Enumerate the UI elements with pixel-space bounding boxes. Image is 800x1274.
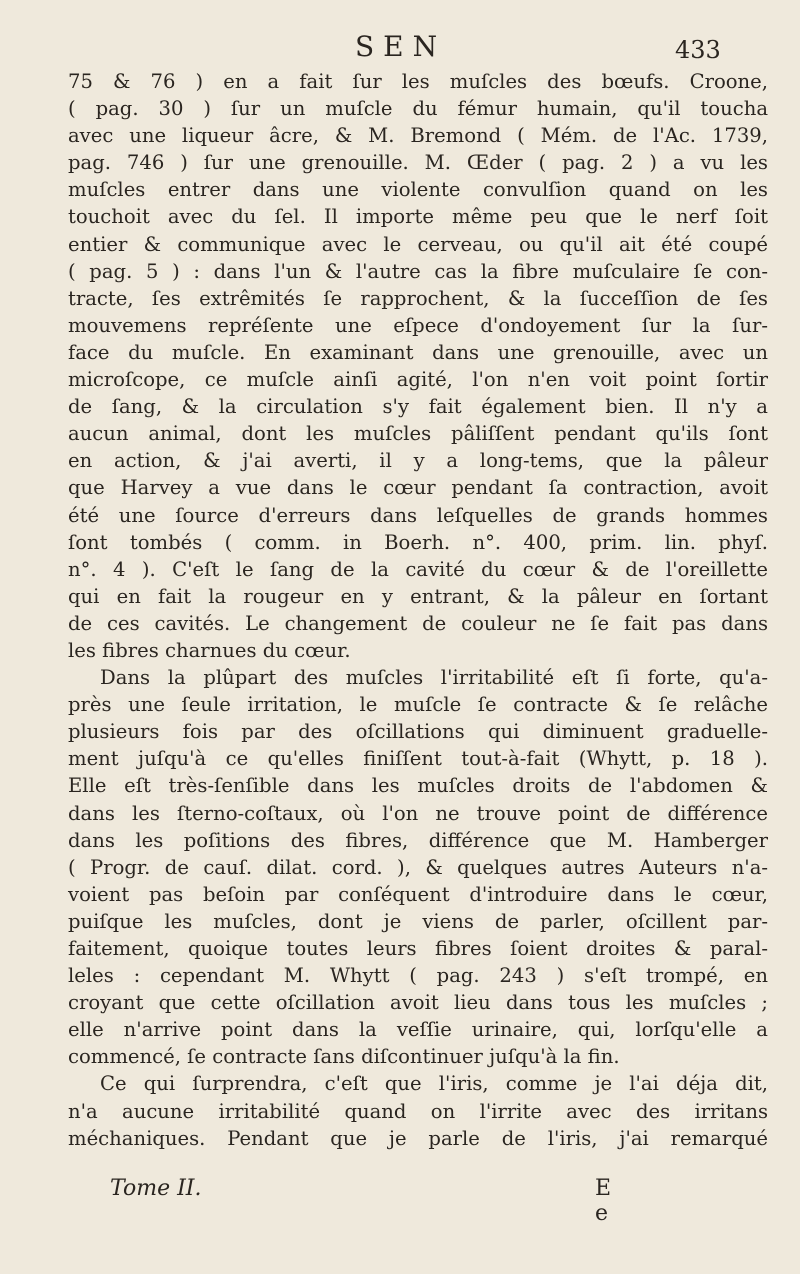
text-line: elle n'arrive point dans la veſſie urinaire, qui, lorſqu'elle a xyxy=(68,1018,768,1042)
text-line: microſcope, ce muſcle ainſi agité, l'on n'en voit point ſortir xyxy=(68,368,768,392)
text-line: commencé, ſe contracte ſans diſcontinuer juſqu'à la fin. xyxy=(68,1045,620,1069)
text-line: avec une liqueur âcre, & M. Bremond ( Mém. de l'Ac. 1739, xyxy=(68,124,768,148)
text-line: de ſang, & la circulation s'y fait également bien. Il n'y a xyxy=(68,395,768,419)
text-line: voient pas beſoin par conſéquent d'introduire dans le cœur, xyxy=(68,882,768,906)
text-line: muſcles entrer dans une violente convulſion quand on les xyxy=(68,178,768,202)
text-line: près une ſeule irritation, le muſcle ſe contracte & ſe relâche xyxy=(68,693,768,717)
text-line: Ce qui ſurprendra, c'eſt que l'iris, comme je l'ai déja dit, xyxy=(100,1072,768,1096)
text-line: faitement, quoique toutes leurs fibres ſoient droites & paral- xyxy=(68,937,768,960)
text-line: croyant que cette oſcillation avoit lieu dans tous les muſcles ; xyxy=(68,991,768,1015)
text-line: n'a aucune irritabilité quand on l'irrite avec des irritans xyxy=(68,1099,768,1123)
text-line: Elle eſt très-ſenſible dans les muſcles droits de l'abdomen & xyxy=(68,774,768,798)
text-line: ment juſqu'à ce qu'elles finiſſent tout-à-fait (Whytt, p. 18 ). xyxy=(68,747,768,771)
text-line: touchoit avec du ſel. Il importe même peu que le nerf ſoit xyxy=(68,205,768,229)
text-line: dans les poſitions des fibres, différence que M. Hamberger xyxy=(68,828,768,852)
text-line: été une ſource d'erreurs dans leſquelles de grands hommes xyxy=(68,503,768,527)
text-line: que Harvey a vue dans le cœur pendant ſa contraction, avoit xyxy=(68,476,768,500)
running-title: SEN xyxy=(355,30,447,63)
body-text xyxy=(68,68,768,1152)
text-line: face du muſcle. En examinant dans une grenouille, avec un xyxy=(68,340,768,364)
text-line: méchaniques. Pendant que je parle de l'iris, j'ai remarqué xyxy=(68,1126,768,1150)
text-line: ( pag. 30 ) ſur un muſcle du fémur humain, qu'il toucha xyxy=(68,97,768,121)
text-line: ( pag. 5 ) : dans l'un & l'autre cas la fibre muſculaire ſe con- xyxy=(68,259,768,283)
text-line: aucun animal, dont les muſcles pâliſſent pendant qu'ils ſont xyxy=(68,422,768,446)
text-line: de ces cavités. Le changement de couleur ne ſe fait pas dans xyxy=(68,611,768,635)
text-line: Dans la plûpart des muſcles l'irritabilité eſt ſi forte, qu'a- xyxy=(100,666,768,690)
text-line: puiſque les muſcles, dont je viens de parler, oſcillent par- xyxy=(68,909,768,933)
volume-label: Tome II. xyxy=(110,1176,202,1201)
text-line: entier & communique avec le cerveau, ou qu'il ait été coupé xyxy=(68,232,768,256)
page-footer xyxy=(110,1176,630,1226)
text-line: en action, & j'ai averti, il y a long-tems, que la pâleur xyxy=(68,449,768,473)
text-line: qui en fait la rougeur en y entrant, & la pâleur en ſortant xyxy=(68,584,768,608)
text-line: ( Progr. de cauſ. dilat. cord. ), & quelques autres Auteurs n'a- xyxy=(68,855,768,879)
text-line: mouvemens repréſente une eſpece d'ondoyement ſur la ſur- xyxy=(68,313,768,337)
text-line: 75 & 76 ) en a fait ſur les muſcles des bœufs. Croone, xyxy=(68,70,768,93)
text-line: pag. 746 ) ſur une grenouille. M. Œder ( pag. 2 ) a vu les xyxy=(68,151,768,175)
page-header xyxy=(0,30,800,70)
text-line: dans les ſterno-coſtaux, où l'on ne trouve point de différence xyxy=(68,801,768,825)
text-line: leles : cependant M. Whytt ( pag. 243 ) s'eſt trompé, en xyxy=(68,964,768,988)
text-line: ſont tombés ( comm. in Boerh. n°. 400, prim. lin. phyſ. xyxy=(68,530,768,554)
text-line: tracte, ſes extrêmités ſe rapprochent, & la ſucceſſion de ſes xyxy=(68,286,768,310)
signature-mark: E e xyxy=(595,1176,612,1226)
text-line: n°. 4 ). C'eſt le ſang de la cavité du cœur & de l'oreillette xyxy=(68,557,768,581)
page-number: 433 xyxy=(675,36,721,64)
text-line: les fibres charnues du cœur. xyxy=(68,638,351,662)
text-line: plusieurs fois par des oſcillations qui diminuent graduelle- xyxy=(68,720,768,744)
